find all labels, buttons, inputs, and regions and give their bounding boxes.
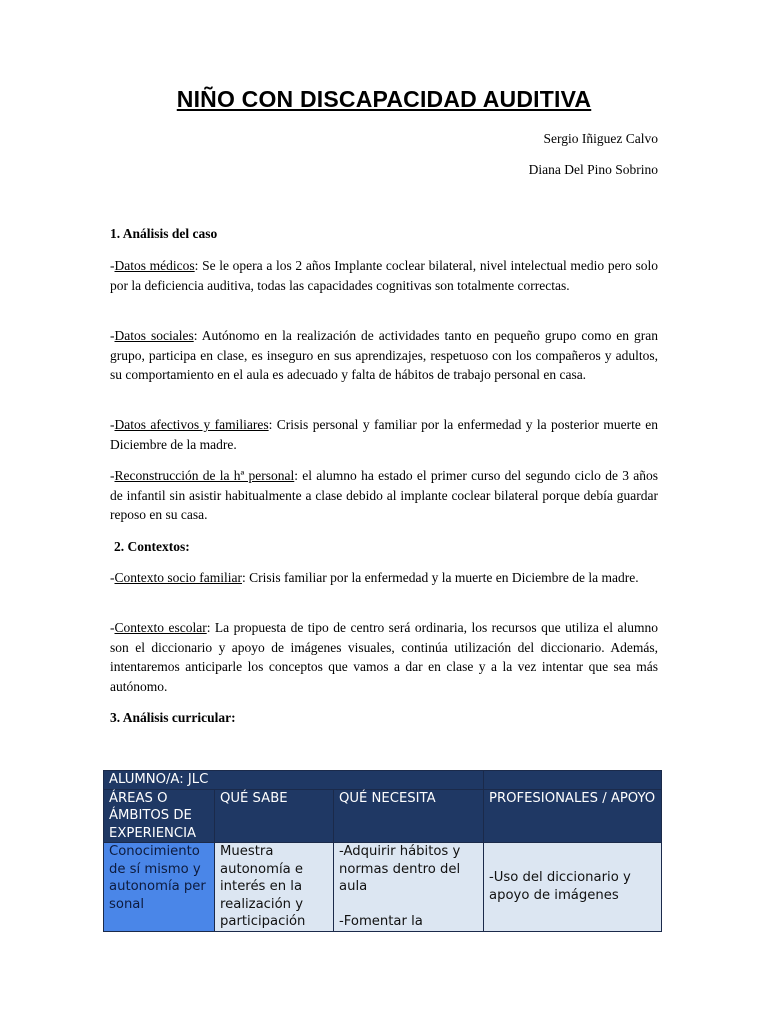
paragraph-text: : Se le opera a los 2 años Implante coclear bilateral, nivel intelectual medio pero solo por la deficiencia auditiva, todas las capacidades cognitivas son totalmente correctas. [110,258,658,293]
header-row [104,789,662,843]
paragraph-label: Datos médicos [114,258,195,273]
author-1: Sergio Iñiguez Calvo [543,131,658,146]
paragraph-label: Datos afectivos y familiares [114,417,269,432]
header-areas: ÁREAS O ÁMBITOS DE EXPERIENCIA [104,789,215,843]
paragraph-text: : Crisis personal y familiar por la enfermedad y la posterior muerte en Diciembre de la madre. [110,417,659,452]
paragraph-label: Reconstrucción de la hª personal [114,468,295,483]
paragraph-datos-sociales [110,326,658,385]
section-3-heading: 3. Análisis curricular: [110,710,236,725]
paragraph-prefix: - [110,258,115,273]
section-2-heading: 2. Contextos: [114,539,190,554]
paragraph-datos-medicos [110,256,658,295]
paragraph-text: : Autónomo en la realización de actividades tanto en pequeño grupo como en gran grupo, participa en clase, es inseguro en sus aprendizajes, respetuoso con los compañeros y adultos, su comportamiento en el aula es adecuado y falta de hábitos de trabajo personal en casa. [110,328,659,383]
spacer [339,896,478,914]
necesita-item-2: -Fomentar la [339,914,423,929]
paragraph-datos-afectivos [110,415,658,454]
student-cell: ALUMNO/A: JLC [104,771,484,790]
header-profesionales: PROFESIONALES / APOYO [484,789,662,843]
header-que-necesita: QUÉ NECESITA [334,789,484,843]
paragraph-text: : el alumno ha estado el primer curso del segundo ciclo de 3 años de infantil sin asistir habitualmente a clase debido al implante coclear bilateral porque debía guardar reposo en su casa. [110,468,658,523]
section-1-heading: 1. Análisis del caso [110,226,218,241]
cell-que-necesita [334,843,484,932]
table-row [104,843,662,932]
header-que-sabe: QUÉ SABE [215,789,334,843]
necesita-item-1: -Adquirir hábitos y normas dentro del aula [339,844,461,894]
student-row-empty-cell [484,771,662,790]
paragraph-prefix: - [110,328,115,343]
paragraph-contexto-socio-familiar [110,568,658,588]
paragraph-label: Contexto socio familiar [114,570,242,585]
cell-area: Conocimiento de sí mismo y autonomía personal [104,843,215,932]
paragraph-prefix: - [110,620,115,635]
paragraph-reconstruccion [110,466,658,525]
paragraph-label: Contexto escolar [114,620,207,635]
paragraph-prefix: - [110,570,115,585]
document-title: NIÑO CON DISCAPACIDAD AUDITIVA [176,86,592,112]
paragraph-contexto-escolar [110,618,658,697]
curricular-table [103,770,662,932]
paragraph-text: : La propuesta de tipo de centro será ordinaria, los recursos que utiliza el alumno son el diccionario y apoyo de imágenes visuales, continúa utilización del diccionario. Además, intentaremos anticiparle los conceptos que vamos a dar en clase y a la vez intentar que sea más autónomo. [110,620,658,695]
cell-apoyo: -Uso del diccionario y apoyo de imágenes [484,843,662,932]
paragraph-prefix: - [110,468,115,483]
author-2: Diana Del Pino Sobrino [528,162,658,177]
paragraph-label: Datos sociales [114,328,194,343]
student-row [104,771,662,790]
cell-que-sabe: Muestra autonomía e interés en la realización y participación [215,843,334,932]
paragraph-text: : Crisis familiar por la enfermedad y la muerte en Diciembre de la madre. [241,570,639,585]
paragraph-prefix: - [110,417,115,432]
